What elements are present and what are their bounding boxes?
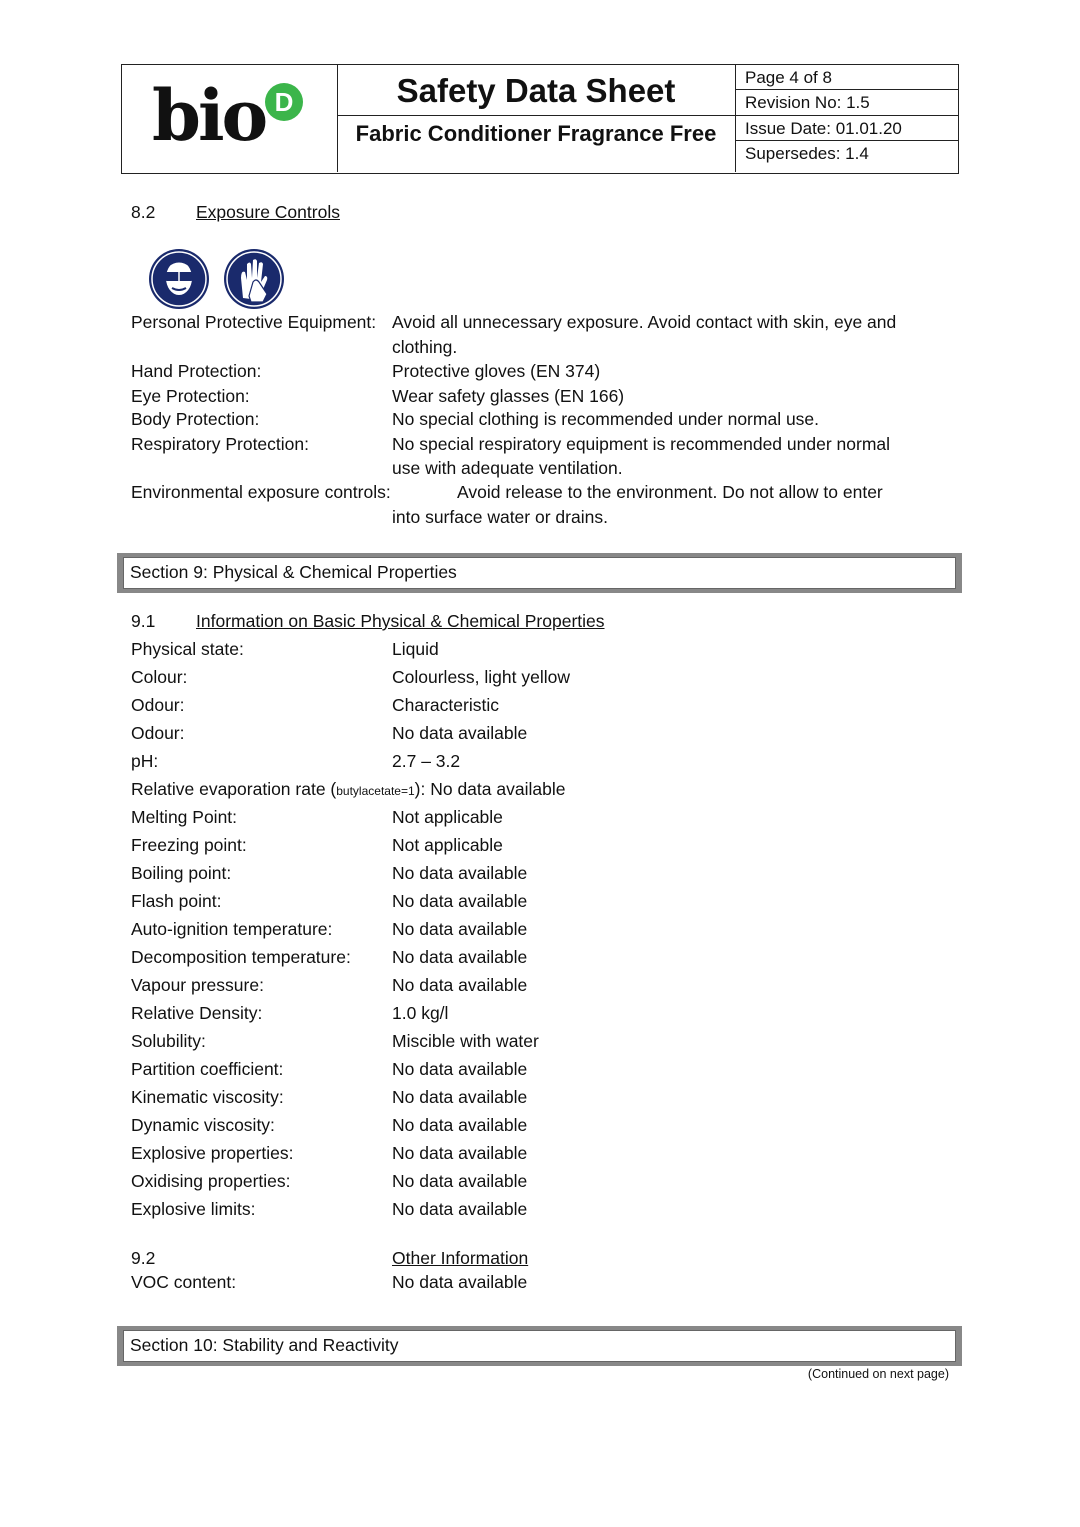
section-9-1-title: Information on Basic Physical & Chemical Properties	[196, 611, 605, 631]
respiratory-value: No special respiratory equipment is recommended under normal	[392, 434, 891, 454]
evaporation-value: ): No data available	[414, 779, 566, 799]
section-9-header	[117, 553, 962, 593]
property-value: No data available	[392, 1171, 528, 1191]
supersedes: Supersedes: 1.4	[745, 143, 869, 163]
property-label: Odour:	[131, 723, 185, 743]
property-label: Dynamic viscosity:	[131, 1115, 275, 1135]
continued-note: (Continued on next page)	[807, 1367, 949, 1381]
product-name: Fabric Conditioner Fragrance Free	[355, 121, 717, 146]
respiratory-value-cont: use with adequate ventilation.	[392, 458, 623, 478]
title-cell	[337, 65, 736, 172]
section-9-2-number: 9.2	[131, 1248, 156, 1268]
property-label: Physical state:	[131, 639, 244, 659]
property-value: No data available	[392, 1059, 528, 1079]
ppe-value: Avoid all unnecessary exposure. Avoid contact with skin, eye and	[392, 312, 897, 332]
eye-label: Eye Protection:	[131, 386, 250, 406]
voc-label: VOC content:	[131, 1272, 237, 1292]
property-label: Partition coefficient:	[131, 1059, 284, 1079]
property-label: Relative Density:	[131, 1003, 263, 1023]
property-value: No data available	[392, 919, 528, 939]
section-9-1-number: 9.1	[131, 611, 156, 631]
respiratory-label: Respiratory Protection:	[131, 434, 309, 454]
evaporation-label: Relative evaporation rate (	[131, 779, 337, 799]
logo-cell	[122, 65, 338, 172]
ppe-label: Personal Protective Equipment:	[131, 312, 377, 332]
property-label: Auto-ignition temperature:	[131, 919, 333, 939]
property-label: Solubility:	[131, 1031, 206, 1051]
property-value: No data available	[392, 1143, 528, 1163]
hand-label: Hand Protection:	[131, 361, 262, 381]
revision-number: Revision No: 1.5	[736, 90, 958, 115]
document-title: Safety Data Sheet	[337, 65, 735, 116]
property-value: No data available	[392, 947, 528, 967]
document-header	[121, 64, 959, 174]
property-label: Colour:	[131, 667, 188, 687]
logo-badge: D	[265, 83, 303, 121]
property-label: Boiling point:	[131, 863, 232, 883]
property-value: No data available	[392, 975, 528, 995]
property-label: Vapour pressure:	[131, 975, 264, 995]
property-value: No data available	[392, 891, 528, 911]
property-label: pH:	[131, 751, 159, 771]
property-value: No data available	[392, 723, 528, 743]
evaporation-rate-row	[131, 777, 565, 803]
body-value: No special clothing is recommended under normal use.	[392, 409, 820, 429]
evaporation-reference: butylacetate=1	[336, 784, 415, 798]
property-label: Freezing point:	[131, 835, 247, 855]
property-value: 2.7 – 3.2	[392, 751, 461, 771]
section-8-2-number: 8.2	[131, 202, 156, 222]
property-label: Odour:	[131, 695, 185, 715]
gloves-icon	[223, 248, 285, 310]
environmental-value-cont: into surface water or drains.	[392, 507, 608, 527]
property-value: No data available	[392, 863, 528, 883]
property-value: Characteristic	[392, 695, 499, 715]
property-label: Kinematic viscosity:	[131, 1087, 284, 1107]
property-label: Oxidising properties:	[131, 1171, 291, 1191]
property-label: Explosive properties:	[131, 1143, 294, 1163]
property-value: No data available	[392, 1087, 528, 1107]
property-label: Melting Point:	[131, 807, 238, 827]
environmental-label: Environmental exposure controls:	[131, 482, 391, 502]
section-9-2-title: Other Information	[392, 1248, 529, 1268]
property-value: Not applicable	[392, 807, 503, 827]
logo: bio	[152, 74, 266, 157]
hand-value: Protective gloves (EN 374)	[392, 361, 601, 381]
issue-date: Issue Date: 01.01.20	[736, 116, 958, 141]
property-value: No data available	[392, 1115, 528, 1135]
property-label: Flash point:	[131, 891, 222, 911]
section-10-header	[117, 1326, 962, 1366]
property-label: Decomposition temperature:	[131, 947, 351, 967]
safety-glasses-icon	[148, 248, 210, 310]
eye-value: Wear safety glasses (EN 166)	[392, 386, 625, 406]
environmental-value: Avoid release to the environment. Do not allow to enter	[457, 482, 883, 502]
property-value: Liquid	[392, 639, 439, 659]
page-number: Page 4 of 8	[736, 65, 958, 90]
ppe-value-cont: clothing.	[392, 337, 458, 357]
section-10-title: Section 10: Stability and Reactivity	[123, 1330, 956, 1362]
property-value: Not applicable	[392, 835, 503, 855]
meta-cell	[736, 65, 958, 172]
property-label: Explosive limits:	[131, 1199, 256, 1219]
property-value: Miscible with water	[392, 1031, 539, 1051]
section-8-2-title: Exposure Controls	[196, 202, 340, 222]
property-value: 1.0 kg/l	[392, 1003, 449, 1023]
property-value: No data available	[392, 1199, 528, 1219]
body-label: Body Protection:	[131, 409, 260, 429]
section-9-title: Section 9: Physical & Chemical Properties	[123, 557, 956, 589]
voc-value: No data available	[392, 1272, 528, 1292]
property-value: Colourless, light yellow	[392, 667, 570, 687]
